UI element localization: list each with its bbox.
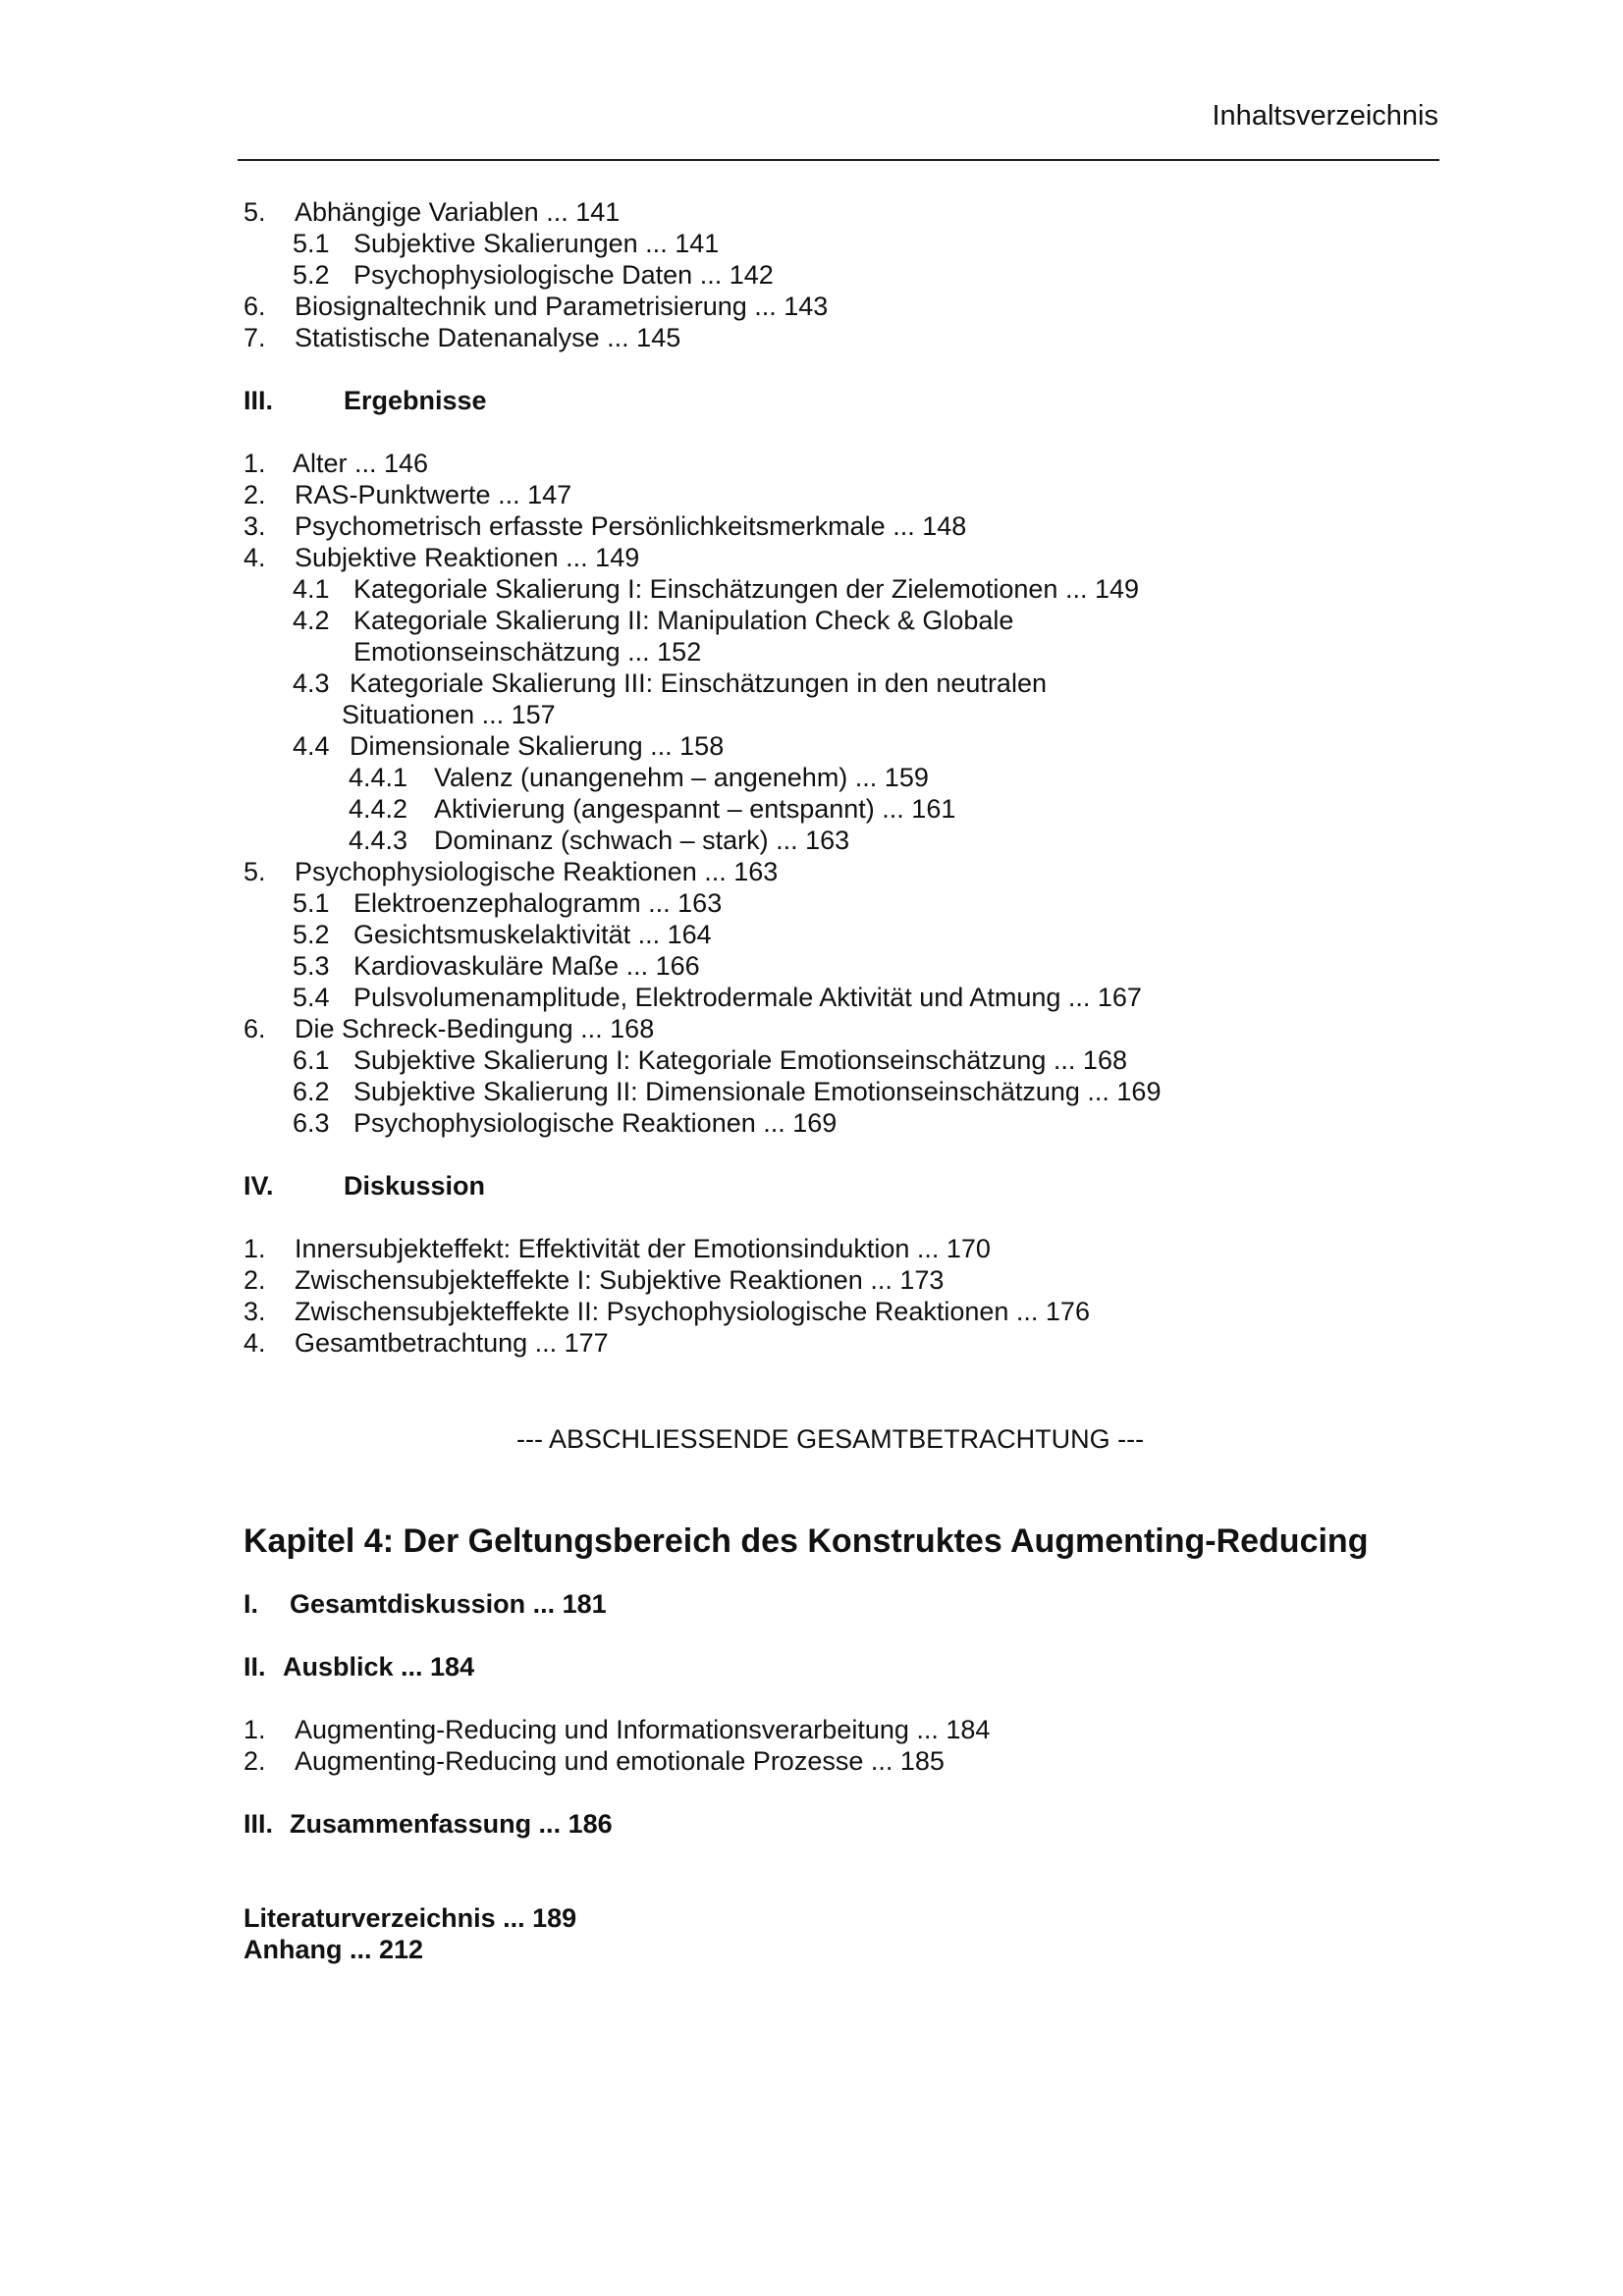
toc-entry-number: 2. (243, 1265, 266, 1295)
toc-entry-number: 6. (243, 292, 266, 321)
toc-entry-continuation: Emotionseinschätzung ... 152 (353, 637, 702, 667)
toc-entry: Augmenting-Reducing und emotionale Prozesse ... 185 (295, 1746, 945, 1776)
section-heading-ausblick: Ausblick ... 184 (283, 1652, 475, 1682)
toc-entry-number: 2. (243, 480, 266, 509)
toc-entry: Gesamtbetrachtung ... 177 (295, 1328, 609, 1358)
section-heading-zusammenfassung: Zusammenfassung ... 186 (290, 1809, 613, 1839)
toc-entry-number: 4.4 (293, 731, 330, 761)
section-number: III. (243, 1809, 274, 1839)
toc-entry-number: 4. (243, 1328, 266, 1358)
toc-entry-number: 7. (243, 323, 266, 352)
toc-entry: Alter ... 146 (293, 449, 429, 478)
section-heading-ergebnisse: Ergebnisse (344, 386, 487, 415)
toc-entry: Innersubjekteffekt: Effektivität der Emotionsinduktion ... 170 (295, 1234, 991, 1263)
toc-entry: Kardiovaskuläre Maße ... 166 (353, 951, 700, 981)
section-heading-diskussion: Diskussion (344, 1171, 486, 1201)
toc-entry-number: 5.1 (293, 888, 330, 918)
toc-entry-number: 1. (243, 449, 266, 478)
toc-entry-number: 4.4.2 (349, 794, 408, 824)
section-number: I. (243, 1589, 259, 1619)
toc-entry-number: 5.2 (293, 260, 330, 290)
toc-entry-number: 6.2 (293, 1077, 330, 1106)
toc-entry: Dimensionale Skalierung ... 158 (350, 731, 725, 761)
toc-entry-number: 5.3 (293, 951, 330, 981)
section-heading-gesamtdiskussion: Gesamtdiskussion ... 181 (290, 1589, 607, 1619)
toc-entry: Aktivierung (angespannt – entspannt) ... 161 (434, 794, 956, 824)
toc-entry-number: 3. (243, 511, 266, 541)
toc-entry-number: 4.4.3 (349, 826, 408, 855)
toc-entry: RAS-Punktwerte ... 147 (295, 480, 572, 509)
toc-entry-number: 4.3 (293, 668, 330, 698)
toc-entry: Dominanz (schwach – stark) ... 163 (434, 826, 850, 855)
toc-entry: Abhängige Variablen ... 141 (295, 197, 621, 227)
toc-entry-number: 2. (243, 1746, 266, 1776)
toc-entry: Subjektive Skalierung I: Kategoriale Emotionseinschätzung ... 168 (353, 1045, 1127, 1075)
section-number: IV. (243, 1171, 274, 1201)
toc-entry: Subjektive Skalierungen ... 141 (353, 229, 720, 258)
toc-entry: Gesichtsmuskelaktivität ... 164 (353, 920, 712, 949)
toc-entry: Valenz (unangenehm – angenehm) ... 159 (434, 763, 929, 792)
toc-entry: Biosignaltechnik und Parametrisierung ... 143 (295, 292, 829, 321)
toc-entry-number: 4. (243, 543, 266, 572)
toc-entry: Psychophysiologische Daten ... 142 (353, 260, 774, 290)
toc-entry-number: 5. (243, 857, 266, 886)
toc-entry-number: 5.2 (293, 920, 330, 949)
toc-entry: Die Schreck-Bedingung ... 168 (295, 1014, 655, 1043)
toc-anhang: Anhang ... 212 (243, 1935, 424, 1964)
toc-entry: Psychophysiologische Reaktionen ... 169 (353, 1108, 838, 1138)
section-number: II. (243, 1652, 266, 1682)
toc-entry: Zwischensubjekteffekte II: Psychophysiologische Reaktionen ... 176 (295, 1297, 1090, 1326)
toc-entry: Psychophysiologische Reaktionen ... 163 (295, 857, 779, 886)
toc-entry-continuation: Situationen ... 157 (342, 700, 556, 729)
toc-entry: Statistische Datenanalyse ... 145 (295, 323, 681, 352)
toc-entry-number: 3. (243, 1297, 266, 1326)
toc-entry: Subjektive Reaktionen ... 149 (295, 543, 640, 572)
toc-entry: Kategoriale Skalierung III: Einschätzungen in den neutralen (350, 668, 1047, 698)
toc-entry: Kategoriale Skalierung I: Einschätzungen der Zielemotionen ... 149 (353, 574, 1139, 604)
toc-entry: Kategoriale Skalierung II: Manipulation Check & Globale (353, 606, 1014, 635)
toc-literaturverzeichnis: Literaturverzeichnis ... 189 (243, 1903, 577, 1933)
toc-entry-number: 1. (243, 1234, 266, 1263)
toc-entry-number: 4.2 (293, 606, 330, 635)
toc-entry-number: 6. (243, 1014, 266, 1043)
toc-entry-number: 1. (243, 1715, 266, 1744)
toc-entry: Psychometrisch erfasste Persönlichkeitsmerkmale ... 148 (295, 511, 967, 541)
chapter-title: Kapitel 4: Der Geltungsbereich des Konstruktes Augmenting-Reducing (243, 1522, 1369, 1560)
toc-entry-number: 4.4.1 (349, 763, 408, 792)
running-header-title: Inhaltsverzeichnis (1212, 100, 1438, 132)
toc-entry: Pulsvolumenamplitude, Elektrodermale Aktivität und Atmung ... 167 (353, 983, 1142, 1012)
toc-entry: Augmenting-Reducing und Informationsverarbeitung ... 184 (295, 1715, 991, 1744)
toc-entry-number: 5.4 (293, 983, 330, 1012)
header-rule (238, 159, 1439, 161)
toc-entry: Zwischensubjekteffekte I: Subjektive Reaktionen ... 173 (295, 1265, 945, 1295)
toc-entry-number: 5.1 (293, 229, 330, 258)
toc-entry-number: 6.3 (293, 1108, 330, 1138)
toc-entry-number: 5. (243, 197, 266, 227)
toc-entry-number: 6.1 (293, 1045, 330, 1075)
toc-entry: Subjektive Skalierung II: Dimensionale Emotionseinschätzung ... 169 (353, 1077, 1162, 1106)
toc-entry: Elektroenzephalogramm ... 163 (353, 888, 723, 918)
section-number: III. (243, 386, 274, 415)
divider-heading: --- ABSCHLIESSENDE GESAMTBETRACHTUNG --- (516, 1424, 1145, 1454)
toc-entry-number: 4.1 (293, 574, 330, 604)
